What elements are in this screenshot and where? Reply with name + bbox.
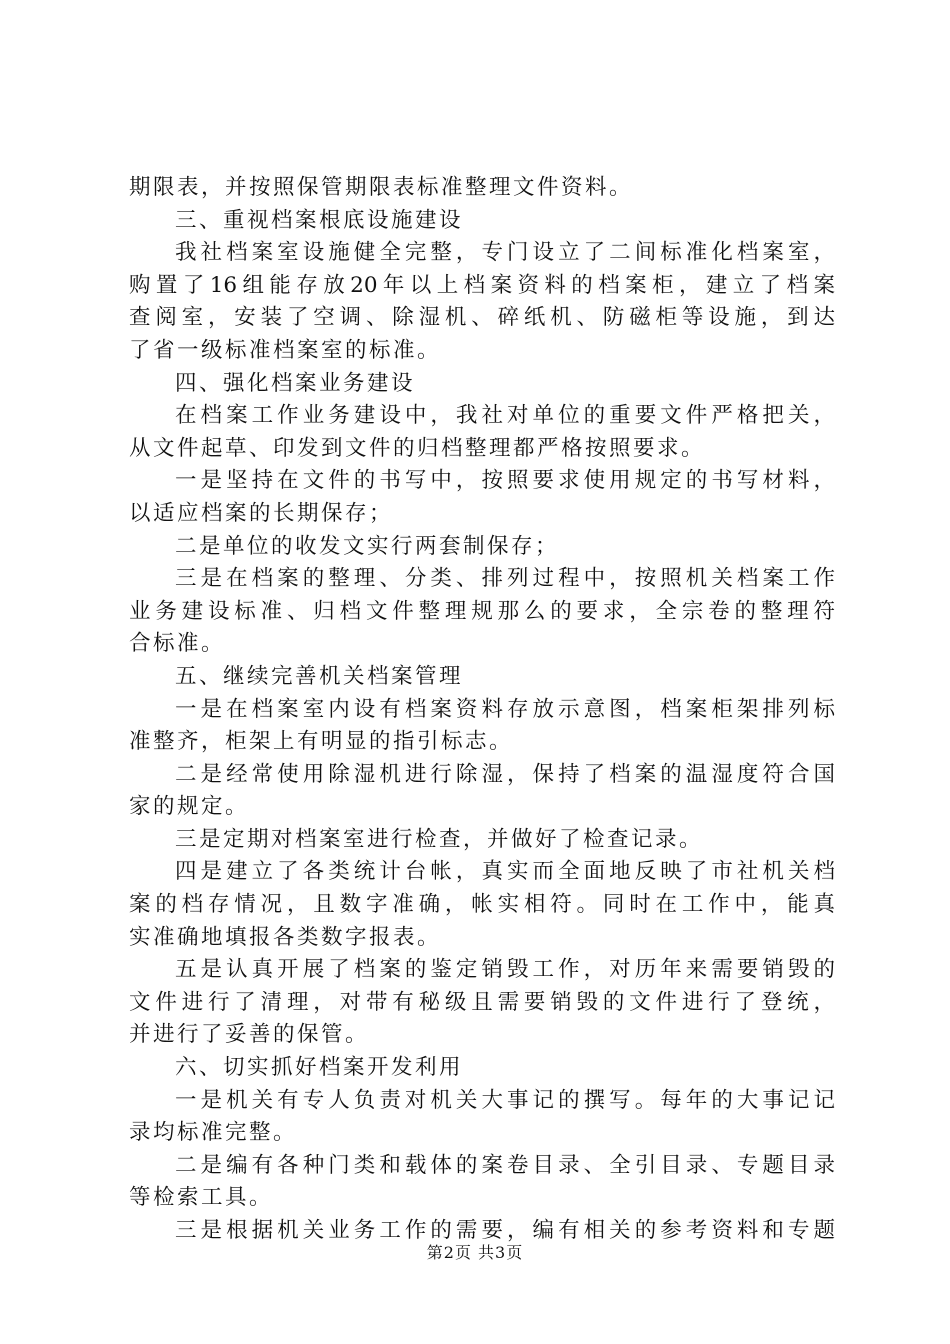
text-line: 六、切实抓好档案开发利用 bbox=[175, 1055, 464, 1081]
text-line: 并进行了妥善的保管。 bbox=[129, 1022, 370, 1048]
text-line: 五、继续完善机关档案管理 bbox=[175, 663, 464, 689]
text-line: 在档案工作业务建设中，我社对单位的重要文件严格把关， bbox=[175, 403, 835, 429]
text-line: 一是机关有专人负责对机关大事记的撰写。每年的大事记记 bbox=[175, 1087, 835, 1113]
text-line: 三是在档案的整理、分类、排列过程中，按照机关档案工作 bbox=[175, 566, 835, 592]
text-line: 期限表，并按照保管期限表标准整理文件资料。 bbox=[129, 175, 634, 200]
document-body bbox=[129, 172, 835, 1248]
text-line: 一是在档案室内设有档案资料存放示意图，档案柜架排列标 bbox=[175, 696, 835, 722]
text-line: 一是坚持在文件的书写中，按照要求使用规定的书写材料， bbox=[175, 468, 835, 494]
text-line: 从文件起草、印发到文件的归档整理都严格按照要求。 bbox=[129, 435, 706, 461]
text-line: 四、强化档案业务建设 bbox=[175, 370, 416, 396]
text-line: 二是编有各种门类和载体的案卷目录、全引目录、专题目录 bbox=[175, 1152, 835, 1178]
text-line: 二是经常使用除湿机进行除湿，保持了档案的温湿度符合国 bbox=[175, 761, 835, 787]
text-line: 查阅室，安装了空调、除湿机、碎纸机、防磁柜等设施，到达 bbox=[129, 305, 835, 331]
text-line: 文件进行了清理，对带有秘级且需要销毁的文件进行了登统， bbox=[129, 989, 835, 1015]
text-line: 合标准。 bbox=[129, 631, 226, 657]
text-line: 以适应档案的长期保存； bbox=[129, 500, 394, 526]
text-line: 准整齐，柜架上有明显的指引标志。 bbox=[129, 729, 514, 755]
text-line: 了省一级标准档案室的标准。 bbox=[129, 337, 442, 363]
text-line: 三是根据机关业务工作的需要，编有相关的参考资料和专题 bbox=[175, 1218, 835, 1243]
text-line: 购置了16组能存放20年以上档案资料的档案柜，建立了档案 bbox=[129, 272, 835, 298]
text-line: 实准确地填报各类数字报表。 bbox=[129, 924, 442, 950]
text-line: 案的档存情况，且数字准确，帐实相符。同时在工作中，能真 bbox=[129, 892, 835, 918]
text-line: 二是单位的收发文实行两套制保存； bbox=[175, 533, 560, 559]
text-line: 家的规定。 bbox=[129, 794, 250, 820]
text-line: 四是建立了各类统计台帐，真实而全面地反映了市社机关档 bbox=[175, 859, 835, 885]
text-line: 三是定期对档案室进行检查，并做好了检查记录。 bbox=[175, 826, 704, 852]
text-line: 我社档案室设施健全完整，专门设立了二间标准化档案室， bbox=[175, 240, 835, 266]
text-line: 等检索工具。 bbox=[129, 1185, 274, 1211]
page-footer: 第2页 共3页 bbox=[426, 1243, 524, 1262]
text-line: 录均标准完整。 bbox=[129, 1120, 298, 1146]
text-line: 业务建设标准、归档文件整理规那么的要求，全宗卷的整理符 bbox=[129, 598, 835, 624]
text-line: 五是认真开展了档案的鉴定销毁工作，对历年来需要销毁的 bbox=[175, 957, 835, 983]
text-line: 三、重视档案根底设施建设 bbox=[175, 207, 464, 233]
